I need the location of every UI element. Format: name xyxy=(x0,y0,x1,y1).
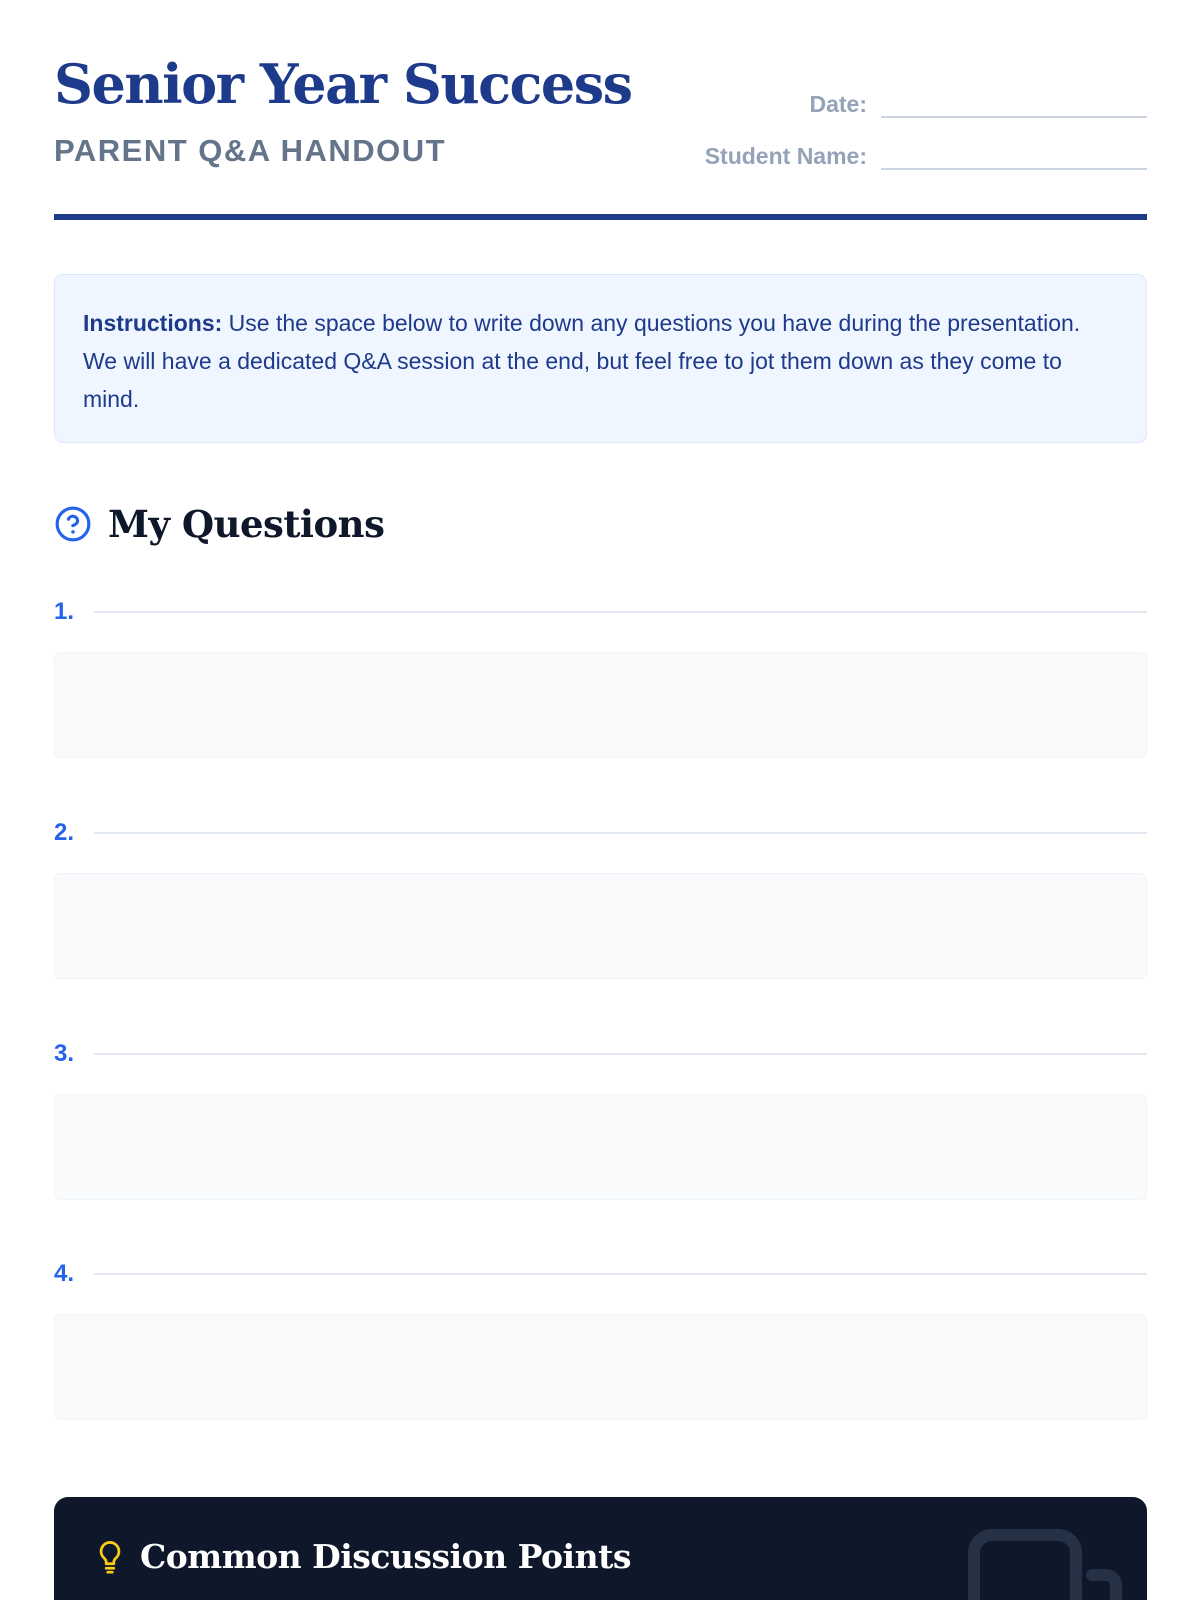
question-number: 2. xyxy=(54,819,75,846)
discussion-heading xyxy=(96,1537,631,1576)
question-item-3 xyxy=(54,1039,1147,1200)
lightbulb-icon xyxy=(96,1539,124,1575)
question-line xyxy=(94,1053,1147,1055)
question-circle-icon xyxy=(54,505,92,543)
instructions-text: Use the space below to write down any questions you have during the presentation. We will have a dedicated Q&A session at the end, but feel free to jot them down as they come to mind. xyxy=(83,310,1081,412)
student-name-input[interactable] xyxy=(881,136,1147,170)
question-line xyxy=(94,832,1147,834)
student-name-field-group xyxy=(705,136,1147,170)
page-subtitle: PARENT Q&A HANDOUT xyxy=(54,133,447,168)
section-title: My Questions xyxy=(108,502,385,546)
question-item-2 xyxy=(54,818,1147,979)
question-2-answer-box[interactable] xyxy=(54,873,1147,979)
my-questions-heading xyxy=(54,502,384,546)
question-4-answer-box[interactable] xyxy=(54,1314,1147,1420)
student-name-label: Student Name: xyxy=(704,143,867,169)
date-field-group xyxy=(809,84,1147,118)
question-item-1 xyxy=(54,597,1147,758)
question-number: 4. xyxy=(54,1260,75,1287)
date-input[interactable] xyxy=(881,84,1147,118)
question-number: 1. xyxy=(54,598,75,625)
question-line xyxy=(94,611,1147,613)
question-line xyxy=(94,1273,1147,1275)
question-item-4 xyxy=(54,1259,1147,1420)
handout-content xyxy=(54,0,1147,1576)
page-title: Senior Year Success xyxy=(54,52,632,116)
question-row xyxy=(54,1039,1147,1069)
header-divider xyxy=(54,214,1147,220)
question-row xyxy=(54,597,1147,627)
header xyxy=(54,0,1147,221)
chat-bubble-icon xyxy=(966,1527,1126,1600)
discussion-title: Common Discussion Points xyxy=(140,1537,631,1576)
discussion-panel xyxy=(54,1497,1147,1600)
question-number: 3. xyxy=(54,1040,75,1067)
question-1-answer-box[interactable] xyxy=(54,652,1147,758)
instructions-lead: Instructions: xyxy=(83,310,223,336)
instructions-box xyxy=(54,274,1147,443)
question-row xyxy=(54,1259,1147,1289)
question-3-answer-box[interactable] xyxy=(54,1094,1147,1200)
question-row xyxy=(54,818,1147,848)
date-label: Date: xyxy=(809,91,867,117)
